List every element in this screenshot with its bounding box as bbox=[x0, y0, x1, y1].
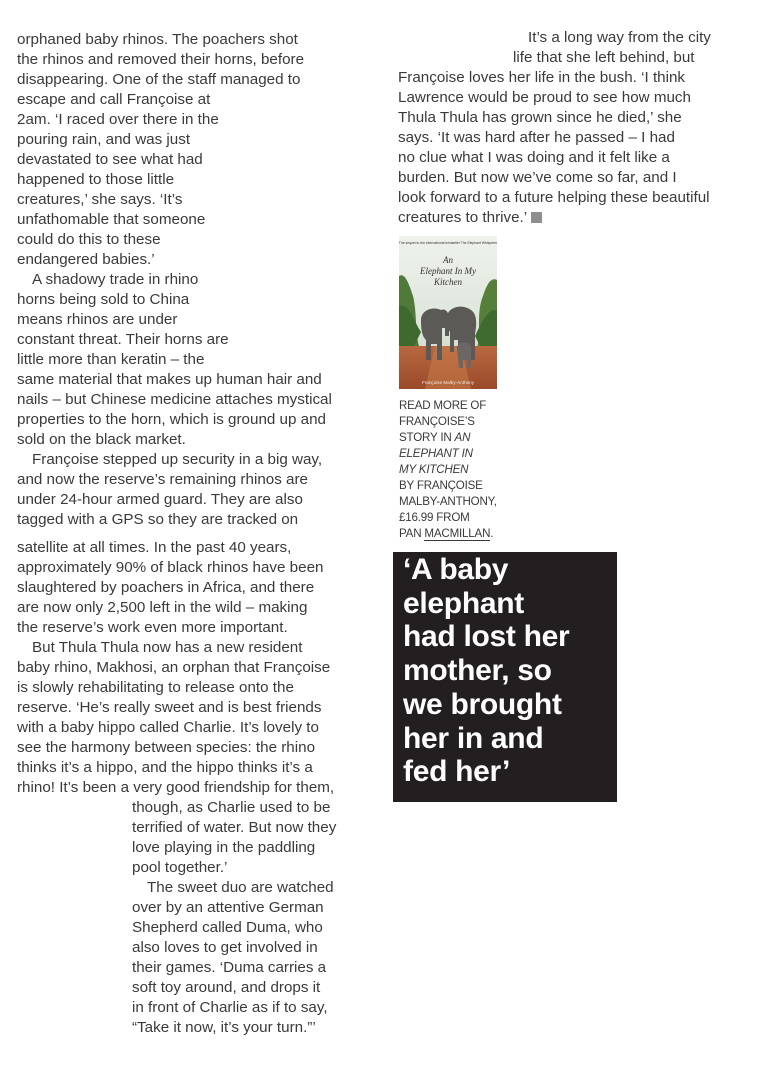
article-text: the rhinos and removed their horns, before bbox=[17, 51, 305, 68]
article-line bbox=[17, 490, 377, 510]
article-line bbox=[17, 918, 377, 938]
article-line bbox=[398, 108, 758, 128]
article-line bbox=[17, 778, 377, 798]
article-text: rhino! It’s been a very good friendship for them, bbox=[17, 779, 335, 796]
article-line bbox=[17, 558, 377, 578]
article-line bbox=[398, 28, 758, 48]
article-line bbox=[17, 230, 377, 250]
article-line bbox=[17, 638, 377, 658]
end-of-article-square-icon bbox=[531, 212, 542, 223]
article-line bbox=[398, 188, 758, 208]
article-line bbox=[17, 798, 377, 818]
cover-title-line-3: Kitchen bbox=[434, 277, 462, 287]
article-text: with a baby hippo called Charlie. It’s lovely to bbox=[17, 719, 319, 736]
article-line bbox=[17, 430, 377, 450]
article-text: constant threat. Their horns are bbox=[17, 331, 229, 348]
article-text: Françoise loves her life in the bush. ‘I think bbox=[398, 69, 686, 86]
article-line bbox=[398, 68, 758, 88]
cover-title-line-2: Elephant In My bbox=[420, 266, 476, 276]
article-text: are now only 2,500 left in the wild – making bbox=[17, 599, 308, 616]
article-text: 2am. ‘I raced over there in the bbox=[17, 111, 219, 128]
article-line bbox=[17, 998, 377, 1018]
article-line bbox=[17, 838, 377, 858]
article-text: over by an attentive German bbox=[132, 899, 324, 916]
article-text: terrified of water. But now they bbox=[132, 819, 337, 836]
article-line bbox=[17, 578, 377, 598]
article-text: their games. ‘Duma carries a bbox=[132, 959, 327, 976]
caption-book-title: ELEPHANT IN bbox=[399, 447, 473, 460]
article-line bbox=[17, 210, 377, 230]
article-text: properties to the horn, which is ground up and bbox=[17, 411, 327, 428]
article-text: pouring rain, and was just bbox=[17, 131, 191, 148]
article-line bbox=[17, 330, 377, 350]
article-line bbox=[17, 270, 377, 290]
article-line bbox=[17, 510, 377, 530]
article-text: disappearing. One of the staff managed to bbox=[17, 71, 301, 88]
article-text: Lawrence would be proud to see how much bbox=[398, 89, 691, 106]
article-text: orphaned baby rhinos. The poachers shot bbox=[17, 31, 298, 48]
article-line bbox=[17, 450, 377, 470]
publisher-link[interactable]: MACMILLAN bbox=[424, 527, 491, 540]
caption-line: READ MORE OF bbox=[399, 399, 487, 412]
article-text: happened to those little bbox=[17, 171, 175, 188]
book-cover-image bbox=[399, 236, 497, 389]
article-line bbox=[17, 70, 377, 90]
column-gap bbox=[17, 530, 377, 538]
article-line bbox=[17, 90, 377, 110]
article-text: Françoise stepped up security in a big way, bbox=[32, 451, 323, 468]
article-text: also loves to get involved in bbox=[132, 939, 318, 956]
article-text: same material that makes up human hair and bbox=[17, 371, 322, 388]
article-line bbox=[17, 718, 377, 738]
article-text: creatures,’ she says. ‘It’s bbox=[17, 191, 183, 208]
caption-line bbox=[399, 526, 539, 542]
article-line bbox=[17, 390, 377, 410]
article-text: life that she left behind, but bbox=[513, 49, 695, 66]
pull-quote-line: had lost her bbox=[403, 620, 570, 654]
caption-line: BY FRANÇOISE bbox=[399, 479, 483, 492]
article-text: pool together.’ bbox=[132, 859, 228, 876]
article-line bbox=[398, 48, 758, 68]
article-text: see the harmony between species: the rhino bbox=[17, 739, 316, 756]
article-line bbox=[17, 538, 377, 558]
article-line bbox=[17, 170, 377, 190]
article-text: Shepherd called Duma, who bbox=[132, 919, 323, 936]
caption-text: . bbox=[490, 527, 494, 540]
caption-line bbox=[399, 446, 539, 462]
pull-quote-line: we brought bbox=[403, 687, 562, 721]
article-line bbox=[17, 818, 377, 838]
article-line bbox=[17, 858, 377, 878]
right-article-column bbox=[398, 28, 758, 228]
article-line bbox=[17, 698, 377, 718]
article-text: though, as Charlie used to be bbox=[132, 799, 331, 816]
article-line bbox=[17, 30, 377, 50]
article-text: burden. But now we’ve come so far, and I bbox=[398, 169, 677, 186]
cover-author: Françoise Malby-Anthony bbox=[421, 380, 475, 385]
article-text: love playing in the paddling bbox=[132, 839, 316, 856]
article-line bbox=[17, 350, 377, 370]
article-text: baby rhino, Makhosi, an orphan that Françoise bbox=[17, 659, 331, 676]
article-line bbox=[398, 88, 758, 108]
article-text: little more than keratin – the bbox=[17, 351, 205, 368]
article-line bbox=[17, 738, 377, 758]
article-text: escape and call Françoise at bbox=[17, 91, 211, 108]
article-text: tagged with a GPS so they are tracked on bbox=[17, 511, 299, 528]
article-text: is slowly rehabilitating to release onto the bbox=[17, 679, 294, 696]
article-text: But Thula Thula now has a new resident bbox=[32, 639, 303, 656]
article-text: look forward to a future helping these beautiful bbox=[398, 189, 710, 206]
article-text: satellite at all times. In the past 40 years, bbox=[17, 539, 292, 556]
article-text: It’s a long way from the city bbox=[528, 29, 711, 46]
caption-book-title: AN bbox=[454, 431, 471, 444]
article-line bbox=[17, 250, 377, 270]
article-line bbox=[17, 598, 377, 618]
article-text: reserve. ‘He’s really sweet and is best friends bbox=[17, 699, 322, 716]
article-line bbox=[398, 128, 758, 148]
article-text: in front of Charlie as if to say, bbox=[132, 999, 328, 1016]
left-article-column bbox=[17, 30, 377, 1038]
pull-quote-box bbox=[393, 552, 617, 802]
caption-text: STORY IN bbox=[399, 431, 455, 444]
article-line bbox=[17, 878, 377, 898]
caption-book-title: MY KITCHEN bbox=[399, 463, 469, 476]
article-line bbox=[398, 148, 758, 168]
caption-line bbox=[399, 430, 539, 446]
article-line bbox=[17, 150, 377, 170]
article-text: and now the reserve’s remaining rhinos are bbox=[17, 471, 308, 488]
article-text: The sweet duo are watched bbox=[147, 879, 334, 896]
article-line bbox=[17, 658, 377, 678]
article-text: soft toy around, and drops it bbox=[132, 979, 321, 996]
article-line bbox=[17, 470, 377, 490]
article-line bbox=[17, 130, 377, 150]
article-text: the reserve’s work even more important. bbox=[17, 619, 288, 636]
article-line bbox=[398, 168, 758, 188]
cover-tagline: The sequel to the international bestseller The Elephant Whisperer bbox=[399, 241, 497, 245]
article-line bbox=[17, 110, 377, 130]
article-line bbox=[17, 1018, 377, 1038]
article-line bbox=[17, 898, 377, 918]
article-line bbox=[398, 208, 758, 228]
article-line bbox=[17, 310, 377, 330]
pull-quote-line: fed her’ bbox=[403, 755, 511, 789]
article-text: Thula Thula has grown since he died,’ she bbox=[398, 109, 682, 126]
pull-quote-line: her in and bbox=[403, 721, 544, 755]
pull-quote-line: elephant bbox=[403, 586, 524, 620]
article-text: devastated to see what had bbox=[17, 151, 203, 168]
article-text: horns being sold to China bbox=[17, 291, 190, 308]
article-text: could do this to these bbox=[17, 231, 161, 248]
article-text: approximately 90% of black rhinos have been bbox=[17, 559, 324, 576]
article-line bbox=[17, 370, 377, 390]
article-text: no clue what I was doing and it felt like a bbox=[398, 149, 670, 166]
article-line bbox=[17, 190, 377, 210]
article-line bbox=[17, 410, 377, 430]
article-line bbox=[17, 50, 377, 70]
article-line bbox=[17, 978, 377, 998]
article-text: unfathomable that someone bbox=[17, 211, 206, 228]
article-text: thinks it’s a hippo, and the hippo thinks it’s a bbox=[17, 759, 313, 776]
article-text: slaughtered by poachers in Africa, and there bbox=[17, 579, 315, 596]
pull-quote-line: mother, so bbox=[403, 654, 552, 688]
caption-line bbox=[399, 462, 539, 478]
pull-quote-line: ‘A baby bbox=[403, 553, 509, 586]
article-line bbox=[17, 938, 377, 958]
article-line bbox=[17, 290, 377, 310]
article-text: says. ‘It was hard after he passed – I had bbox=[398, 129, 675, 146]
article-text: sold on the black market. bbox=[17, 431, 186, 448]
caption-line: MALBY-ANTHONY, bbox=[399, 495, 497, 508]
caption-text: PAN bbox=[399, 527, 425, 540]
article-line bbox=[17, 678, 377, 698]
article-text: nails – but Chinese medicine attaches mystical bbox=[17, 391, 332, 408]
caption-line: FRANÇOISE’S bbox=[399, 415, 475, 428]
article-text: under 24-hour armed guard. They are also bbox=[17, 491, 303, 508]
article-text: A shadowy trade in rhino bbox=[32, 271, 199, 288]
article-text: “Take it now, it’s your turn.”’ bbox=[132, 1019, 316, 1036]
article-line bbox=[17, 618, 377, 638]
cover-title-line-1: An bbox=[443, 255, 453, 265]
article-text: endangered babies.’ bbox=[17, 251, 155, 268]
article-text: means rhinos are under bbox=[17, 311, 178, 328]
caption-line: £16.99 FROM bbox=[399, 511, 470, 524]
article-text: creatures to thrive.’ bbox=[398, 209, 528, 226]
book-caption bbox=[399, 398, 539, 542]
article-line bbox=[17, 758, 377, 778]
article-line bbox=[17, 958, 377, 978]
